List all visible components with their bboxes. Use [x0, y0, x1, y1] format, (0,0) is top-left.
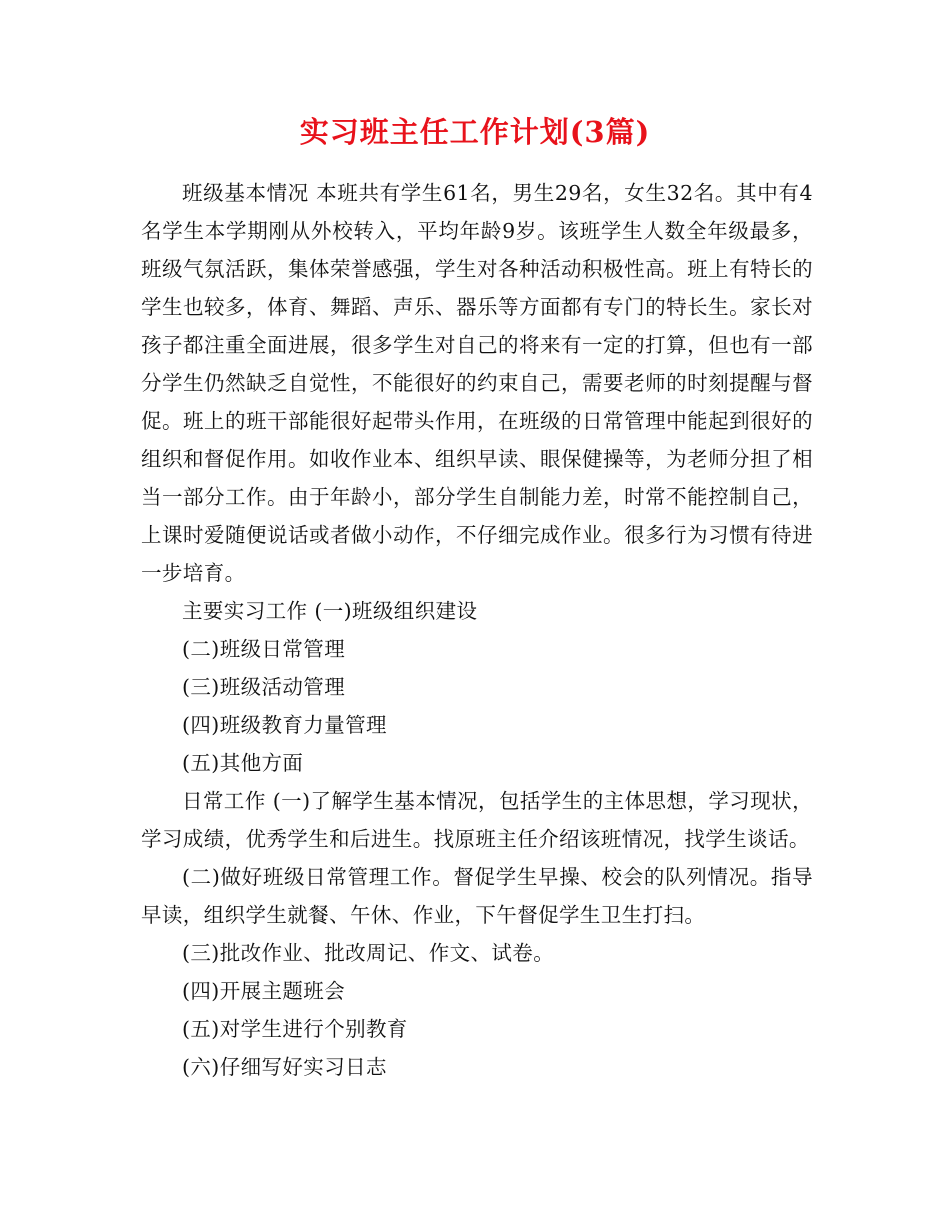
paragraph-class-overview: 班级基本情况 本班共有学生61名，男生29名，女生32名。其中有4名学生本学期刚从外校转入，平均年龄9岁。该班学生人数全年级最多，班级气氛活跃，集体荣誉感强，学生对各种活动积极性高。班上有特长的学生也较多，体育、舞蹈、声乐、器乐等方面都有专门的特长生。家长对孩子都注重全面进展，很多学生对自己的将来有一定的打算，但也有一部分学生仍然缺乏自觉性，不能很好的约束自己，需要老师的时刻提醒与督促。班上的班干部能很好起带头作用，在班级的日常管理中能起到很好的组织和督促作用。如收作业本、组织早读、眼保健操等，为老师分担了相当一部分工作。由于年龄小，部分学生自制能力差，时常不能控制自己，上课时爱随便说话或者做小动作，不仔细完成作业。很多行为习惯有待进一步培育。: [141, 181, 813, 585]
paragraph-main-work-4: (四)班级教育力量管理: [182, 713, 387, 737]
document-body: [141, 174, 813, 1086]
paragraph-main-work-1: 主要实习工作 (一)班级组织建设: [182, 599, 478, 623]
paragraph-daily-work-4: (四)开展主题班会: [182, 979, 346, 1003]
paragraph-daily-work-5: (五)对学生进行个别教育: [182, 1017, 408, 1041]
paragraph-main-work-5: (五)其他方面: [182, 751, 304, 775]
document-title: 实习班主任工作计划(3篇): [299, 115, 651, 149]
paragraph-daily-work-2: (二)做好班级日常管理工作。督促学生早操、校会的队列情况。指导早读，组织学生就餐、午休、作业，下午督促学生卫生打扫。: [141, 865, 813, 927]
paragraph-daily-work-6: (六)仔细写好实习日志: [182, 1055, 387, 1079]
paragraph-daily-work-1: 日常工作 (一)了解学生基本情况，包括学生的主体思想，学习现状，学习成绩，优秀学生和后进生。找原班主任介绍该班情况，找学生谈话。: [141, 789, 813, 851]
paragraph-daily-work-3: (三)批改作业、批改周记、作文、试卷。: [182, 941, 555, 965]
paragraph-main-work-3: (三)班级活动管理: [182, 675, 346, 699]
paragraph-main-work-2: (二)班级日常管理: [182, 637, 346, 661]
